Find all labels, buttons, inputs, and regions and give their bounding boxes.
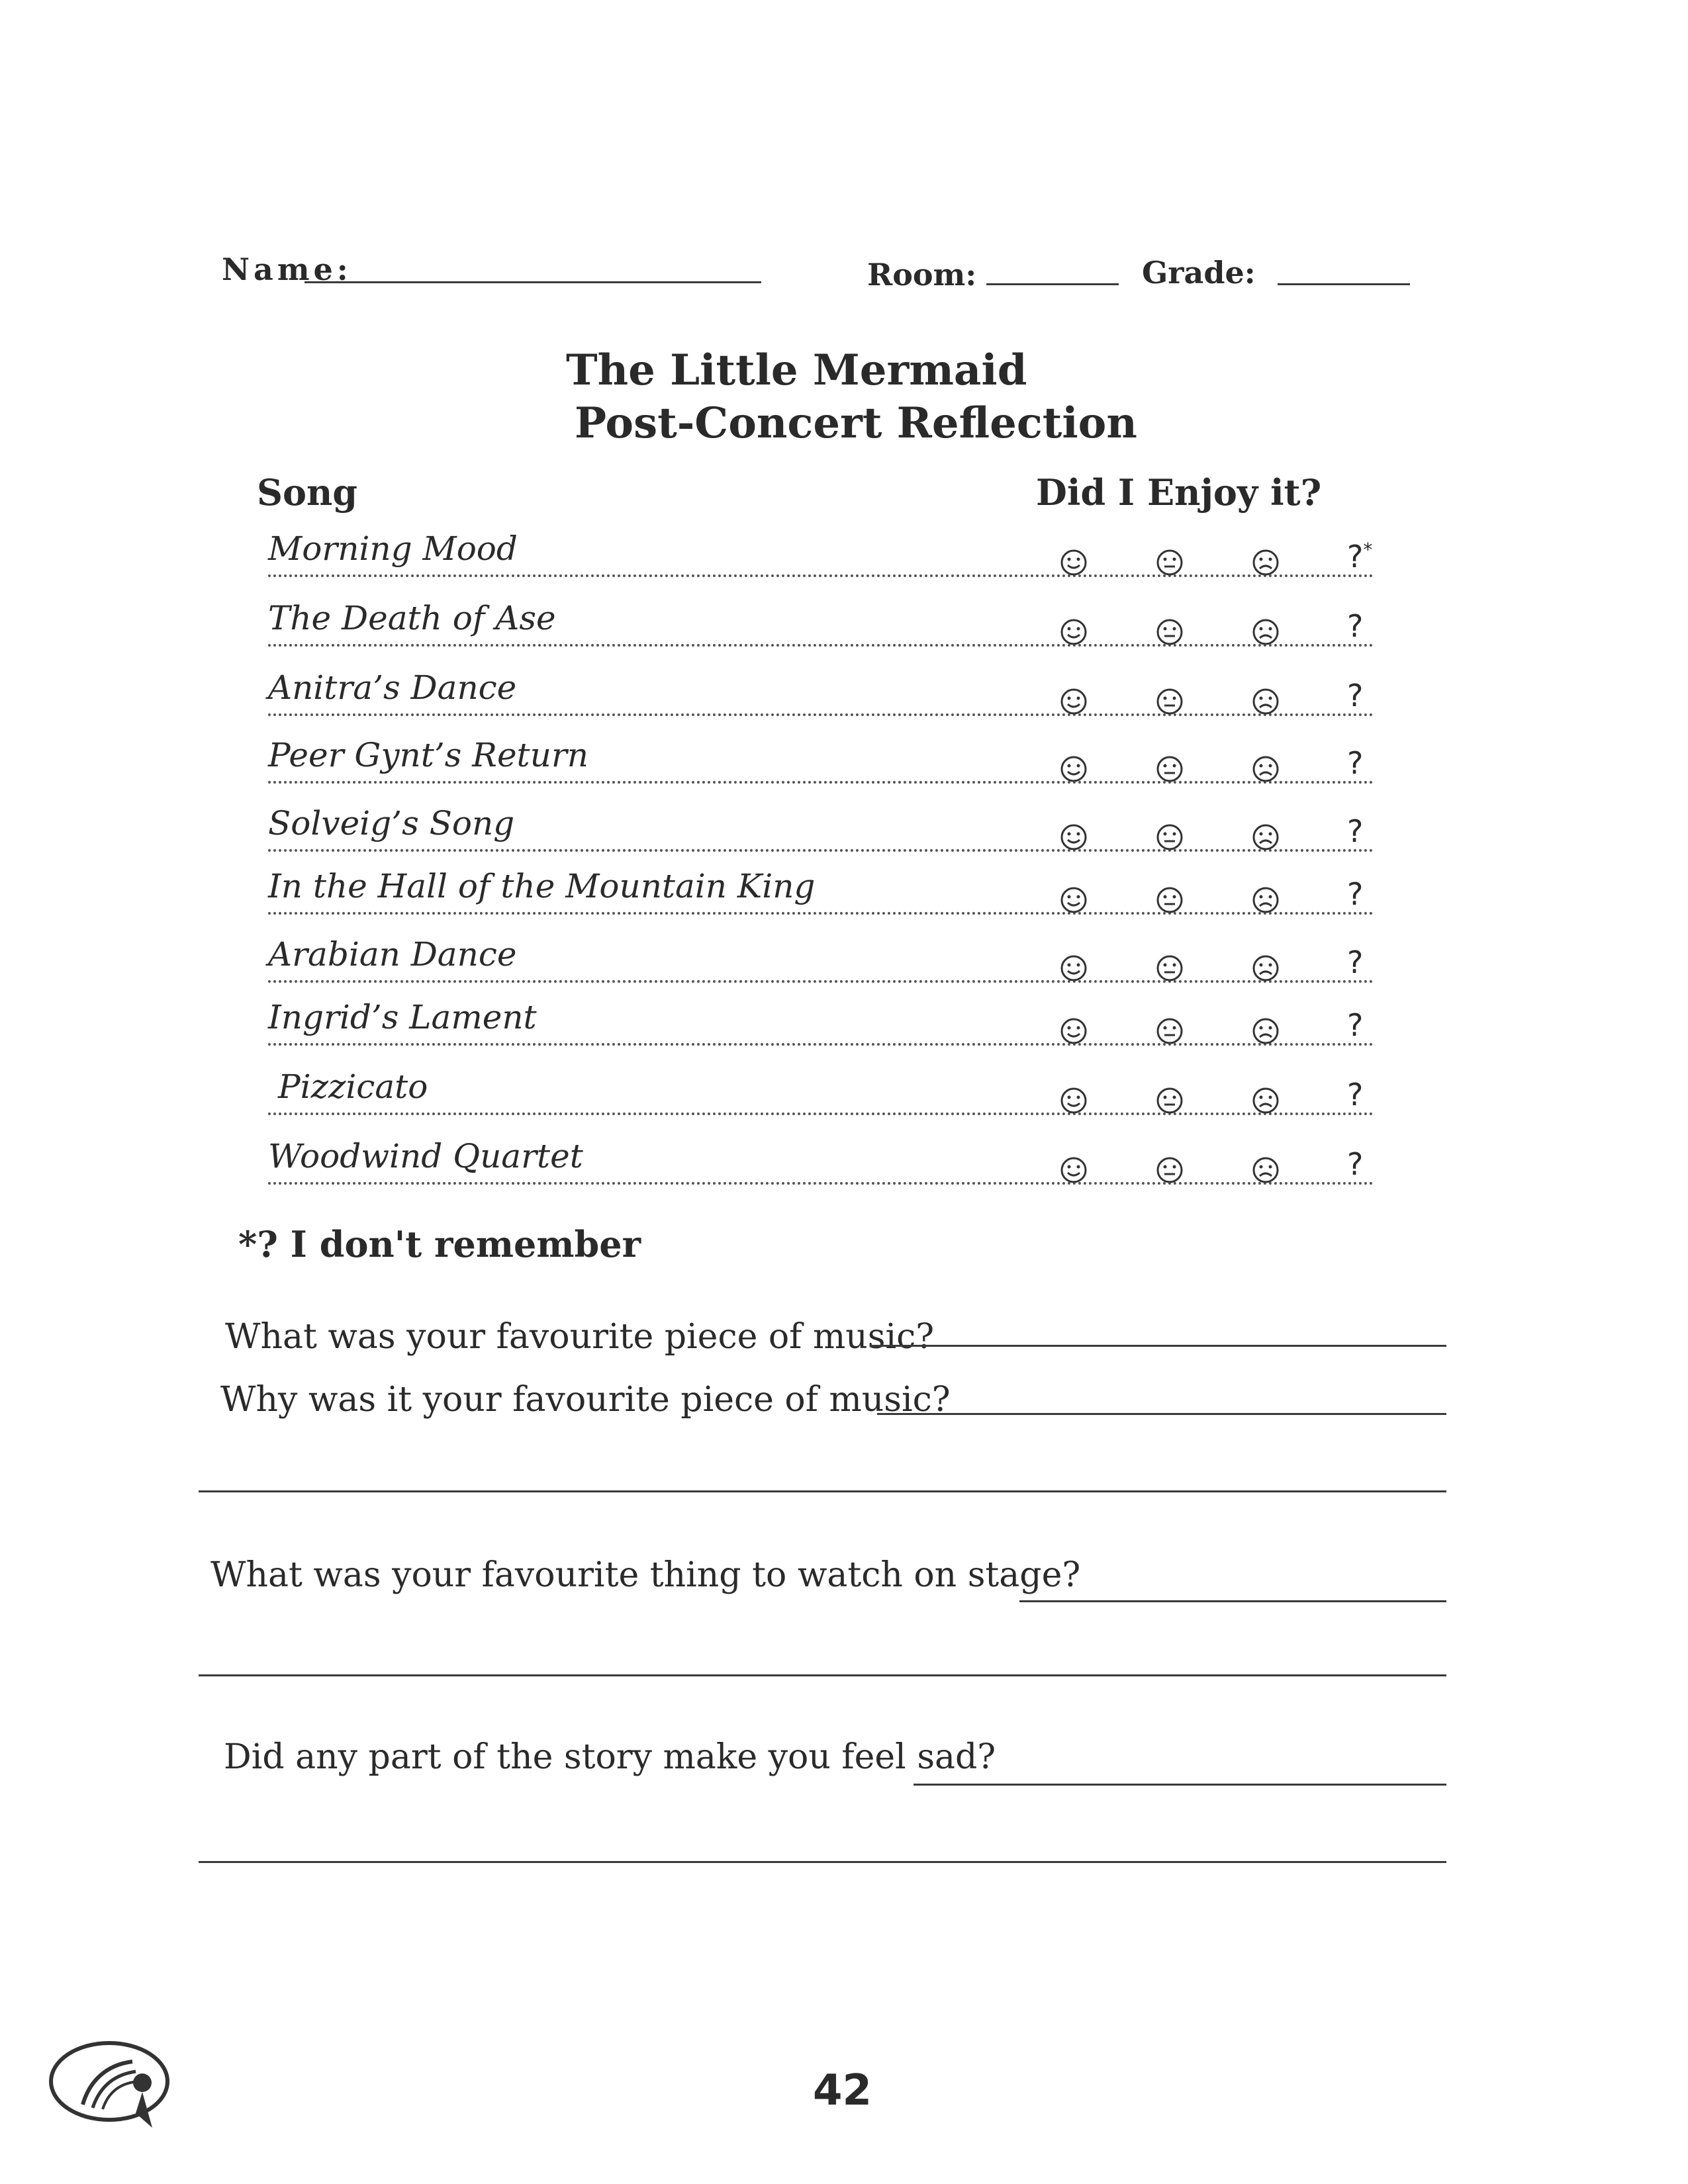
question-mark: ?: [1347, 539, 1364, 574]
question-favourite-music: What was your favourite piece of music?: [225, 1317, 935, 1357]
dotted-leader: [268, 1043, 1374, 1046]
neutral-face-icon[interactable]: [1155, 687, 1184, 716]
song-column-header: Song: [257, 471, 358, 514]
dont-remember-option[interactable]: [1347, 876, 1363, 912]
room-label: Room:: [867, 257, 977, 293]
asterisk: *: [1363, 539, 1373, 561]
answer-favourite-stage-line-2[interactable]: [199, 1674, 1446, 1676]
answer-why-favourite-line-2[interactable]: [199, 1490, 1446, 1492]
sad-face-icon[interactable]: [1251, 1017, 1280, 1046]
dotted-leader: [268, 912, 1374, 915]
page-subtitle: Post-Concert Reflection: [575, 398, 1137, 448]
dotted-leader: [268, 849, 1374, 852]
question-mark: ?: [1347, 876, 1364, 912]
song-row: [268, 599, 1374, 665]
dont-remember-option[interactable]: [1347, 608, 1363, 644]
neutral-face-icon[interactable]: [1155, 617, 1184, 647]
dotted-leader: [268, 980, 1374, 983]
dotted-leader: [268, 1182, 1374, 1185]
dont-remember-option[interactable]: [1347, 1146, 1363, 1182]
dont-remember-option[interactable]: [1347, 944, 1363, 980]
question-mark: ?: [1347, 1077, 1364, 1113]
question-mark: ?: [1347, 745, 1364, 781]
answer-sad-part-line-1[interactable]: [914, 1784, 1446, 1786]
neutral-face-icon[interactable]: [1155, 1086, 1184, 1115]
room-field[interactable]: [986, 283, 1119, 285]
dotted-leader: [268, 713, 1374, 716]
question-mark: ?: [1347, 944, 1364, 980]
song-name: Pizzicato: [278, 1068, 428, 1106]
dotted-leader: [268, 1113, 1374, 1115]
song-row: [268, 998, 1374, 1064]
song-name: Arabian Dance: [268, 935, 517, 974]
neutral-face-icon[interactable]: [1155, 1156, 1184, 1185]
neutral-face-icon[interactable]: [1155, 954, 1184, 983]
dont-remember-option[interactable]: [1347, 539, 1372, 574]
question-favourite-stage: What was your favourite thing to watch on stage?: [211, 1555, 1081, 1595]
happy-face-icon[interactable]: [1059, 886, 1088, 915]
happy-face-icon[interactable]: [1059, 954, 1088, 983]
song-row: [268, 804, 1374, 870]
page-number: 42: [813, 2066, 872, 2115]
song-name: Ingrid’s Lament: [268, 998, 537, 1036]
dont-remember-option[interactable]: [1347, 1007, 1363, 1043]
sad-face-icon[interactable]: [1251, 617, 1280, 647]
happy-face-icon[interactable]: [1059, 687, 1088, 716]
song-row: [268, 1137, 1374, 1203]
sad-face-icon[interactable]: [1251, 1156, 1280, 1185]
sad-face-icon[interactable]: [1251, 823, 1280, 852]
sad-face-icon[interactable]: [1251, 548, 1280, 577]
song-name: Woodwind Quartet: [268, 1137, 583, 1175]
happy-face-icon[interactable]: [1059, 754, 1088, 784]
dont-remember-option[interactable]: [1347, 678, 1363, 713]
neutral-face-icon[interactable]: [1155, 548, 1184, 577]
answer-favourite-stage-line-1[interactable]: [1019, 1600, 1446, 1602]
enjoy-column-header: Did I Enjoy it?: [1036, 471, 1322, 514]
song-row: [268, 529, 1374, 596]
answer-why-favourite-line-1[interactable]: [877, 1413, 1446, 1415]
question-mark: ?: [1347, 813, 1364, 849]
dont-remember-option[interactable]: [1347, 813, 1363, 849]
grade-label: Grade:: [1142, 255, 1256, 291]
song-row: [268, 668, 1374, 735]
happy-face-icon[interactable]: [1059, 1156, 1088, 1185]
name-field[interactable]: [305, 281, 761, 283]
happy-face-icon[interactable]: [1059, 823, 1088, 852]
question-mark: ?: [1347, 1146, 1364, 1182]
song-name: In the Hall of the Mountain King: [268, 867, 816, 905]
song-row: [268, 935, 1374, 1001]
page-title: The Little Mermaid: [566, 345, 1027, 395]
question-mark: ?: [1347, 1007, 1364, 1043]
song-name: Solveig’s Song: [268, 804, 515, 842]
grade-field[interactable]: [1278, 283, 1410, 285]
song-row: [268, 736, 1374, 802]
neutral-face-icon[interactable]: [1155, 1017, 1184, 1046]
name-label: Name:: [222, 251, 352, 287]
song-row: [268, 867, 1374, 933]
happy-face-icon[interactable]: [1059, 617, 1088, 647]
happy-face-icon[interactable]: [1059, 1086, 1088, 1115]
dotted-leader: [268, 781, 1374, 784]
song-name: Anitra’s Dance: [268, 668, 517, 707]
dont-remember-option[interactable]: [1347, 745, 1363, 781]
neutral-face-icon[interactable]: [1155, 886, 1184, 915]
answer-sad-part-line-2[interactable]: [199, 1861, 1446, 1863]
question-sad-part: Did any part of the story make you feel sad?: [224, 1737, 996, 1777]
answer-favourite-music[interactable]: [870, 1345, 1446, 1347]
song-name: Peer Gynt’s Return: [268, 736, 588, 774]
sad-face-icon[interactable]: [1251, 886, 1280, 915]
neutral-face-icon[interactable]: [1155, 754, 1184, 784]
question-mark: ?: [1347, 678, 1364, 713]
dont-remember-option[interactable]: [1347, 1077, 1363, 1113]
question-why-favourite: Why was it your favourite piece of music?: [220, 1380, 951, 1420]
happy-face-icon[interactable]: [1059, 548, 1088, 577]
sad-face-icon[interactable]: [1251, 954, 1280, 983]
dotted-leader: [268, 574, 1374, 577]
neutral-face-icon[interactable]: [1155, 823, 1184, 852]
happy-face-icon[interactable]: [1059, 1017, 1088, 1046]
mermaid-logo-icon: [43, 2035, 175, 2134]
song-row: [268, 1068, 1374, 1134]
sad-face-icon[interactable]: [1251, 687, 1280, 716]
song-name: The Death of Ase: [268, 599, 556, 637]
question-mark: ?: [1347, 608, 1364, 644]
sad-face-icon[interactable]: [1251, 754, 1280, 784]
song-name: Morning Mood: [268, 529, 518, 568]
footnote: *? I don't remember: [238, 1223, 641, 1265]
dotted-leader: [268, 644, 1374, 647]
sad-face-icon[interactable]: [1251, 1086, 1280, 1115]
